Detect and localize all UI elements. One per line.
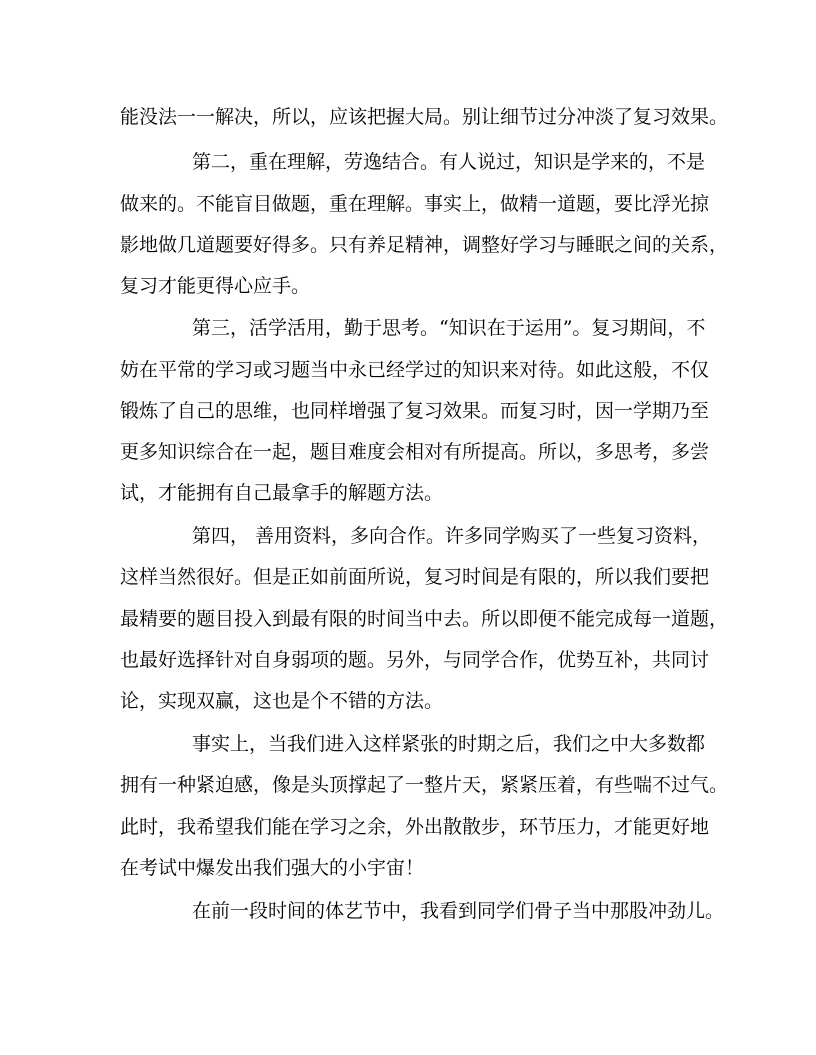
text-line: 做来的。不能盲目做题，重在理解。事实上，做精一道题，要比浮光掠: [120, 193, 710, 215]
text-line: 影地做几道题要好得多。只有养足精神，调整好学习与睡眠之间的关系，: [120, 234, 729, 256]
text-line: 此时，我希望我们能在学习之余，外出散散步，环节压力，才能更好地: [120, 816, 710, 838]
text-line: 试，才能拥有自己最拿手的解题方法。: [120, 482, 444, 504]
text-line: 在考试中爆发出我们强大的小宇宙！: [120, 857, 425, 879]
text-line: 第二，重在理解，劳逸结合。有人说过，知识是学来的，不是: [192, 151, 706, 173]
text-line: 也最好选择针对自身弱项的题。另外，与同学合作，优势互补，共同讨: [120, 649, 710, 671]
text-line: 第四， 善用资料，多向合作。许多同学购买了一些复习资料，: [192, 525, 712, 547]
text-line: 这样当然很好。但是正如前面所说，复习时间是有限的，所以我们要把: [120, 566, 710, 588]
text-line: 锻炼了自己的思维，也同样增强了复习效果。而复习时，因一学期乃至: [120, 400, 710, 422]
text-line: 事实上，当我们进入这样紧张的时期之后，我们之中大多数都: [192, 733, 706, 755]
text-line: 第三，活学活用，勤于思考。“知识在于运用”。复习期间，不: [192, 317, 706, 339]
text-line: 妨在平常的学习或习题当中永已经学过的知识来对待。如此这般，不仅: [120, 359, 710, 381]
text-line: 复习才能更得心应手。: [120, 275, 311, 297]
text-line: 拥有一种紧迫感，像是头顶撑起了一整片天，紧紧压着，有些喘不过气。: [120, 774, 729, 796]
text-line: 最精要的题目投入到最有限的时间当中去。所以即便不能完成每一道题，: [120, 608, 729, 630]
text-line: 在前一段时间的体艺节中，我看到同学们骨子当中那股冲劲儿。: [192, 900, 725, 922]
text-line: 更多知识综合在一起，题目难度会相对有所提高。所以，多思考，多尝: [120, 441, 710, 463]
text-line: 论，实现双赢，这也是个不错的方法。: [120, 690, 444, 712]
text-line: 能没法一一解决，所以，应该把握大局。别让细节过分冲淡了复习效果。: [120, 106, 729, 128]
